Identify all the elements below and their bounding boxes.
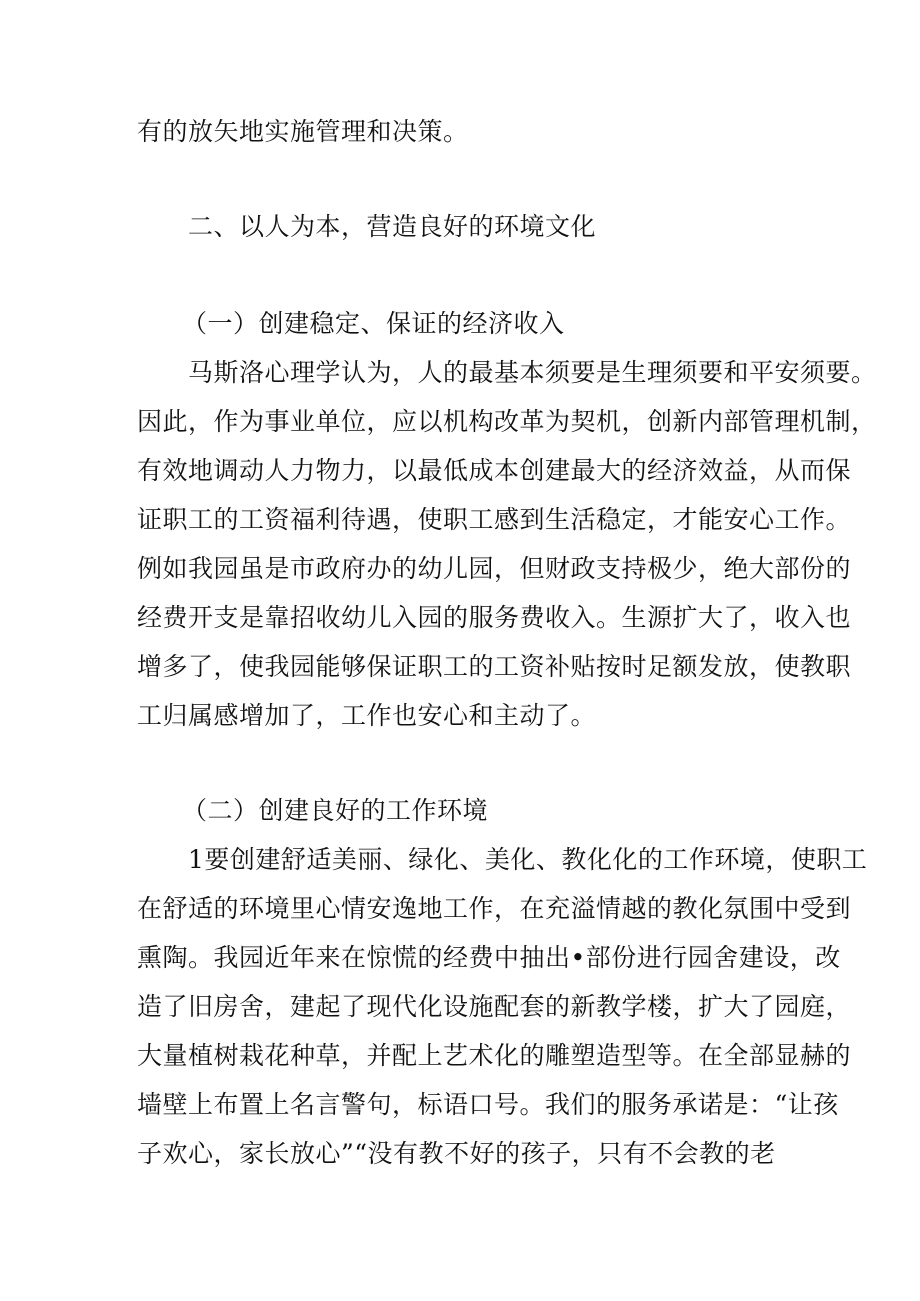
text-line: 有的放矢地实施管理和决策。	[137, 117, 469, 146]
subsection-heading: （二）创建良好的工作环境	[182, 796, 489, 825]
text-line: 有效地调动人力物力，以最低成本创建最大的经济效益，从而保	[137, 456, 852, 485]
text-line: 因此，作为事业单位，应以机构改革为契机，创新内部管理机制，	[137, 407, 877, 436]
text-line: 墙壁上布置上名言警句，标语口号。我们的服务承诺是：“让孩	[137, 1090, 839, 1119]
text-line: 子欢心，家长放心”“没有教不好的孩子，只有不会教的老	[137, 1139, 776, 1168]
subsection-heading: （一）创建稳定、保证的经济收入	[182, 309, 565, 338]
text-line: 大量植树栽花种草，并配上艺术化的雕塑造型等。在全部显赫的	[137, 1041, 852, 1070]
text-line: 经费开支是靠招收幼儿入园的服务费收入。生源扩大了，收入也	[137, 603, 852, 632]
text-line: 马斯洛心理学认为，人的最基本须要是生理须要和平安须要。	[188, 358, 877, 387]
text-line: 在舒适的环境里心情安逸地工作，在充溢情越的教化氛围中受到	[137, 894, 852, 923]
text-line: 造了旧房舍，建起了现代化设施配套的新教学楼，扩大了园庭，	[137, 992, 852, 1021]
section-heading: 二、以人为本，营造良好的环境文化	[188, 212, 597, 241]
text-line: 工归属感增加了，工作也安心和主动了。	[137, 701, 597, 730]
text-line: 1要创建舒适美丽、绿化、美化、教化化的工作环境，使职工	[188, 845, 868, 874]
text-line: 熏陶。我园近年来在惊慌的经费中抽出•部份进行园舍建设，改	[137, 943, 841, 972]
text-line: 证职工的工资福利待遇，使职工感到生活稳定，才能安心工作。	[137, 505, 852, 534]
text-line: 增多了，使我园能够保证职工的工资补贴按时足额发放，使教职	[137, 652, 852, 681]
text-line: 例如我园虽是市政府办的幼儿园，但财政支持极少，绝大部份的	[137, 554, 852, 583]
